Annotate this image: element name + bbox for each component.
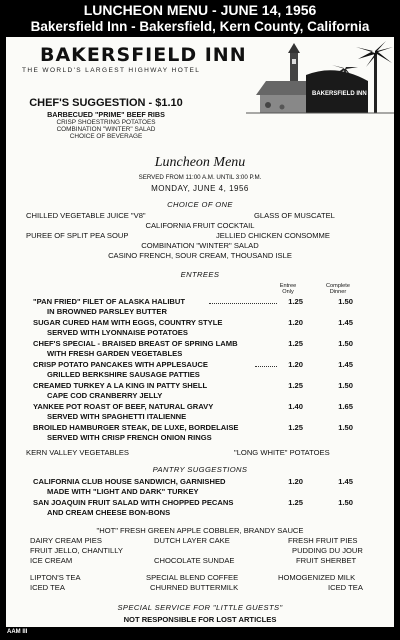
serving-hours: SERVED FROM 11:00 A.M. UNTIL 3:00 P.M. xyxy=(138,174,262,181)
dinner-price: 1.65 xyxy=(338,402,353,411)
beverage-item: ICED TEA xyxy=(328,583,363,592)
hotel-sign-text: BAKERSFIELD INN xyxy=(312,91,367,97)
entree-side: SERVED WITH CRISP FRENCH ONION RINGS xyxy=(47,433,212,442)
banner-title: LUNCHEON MENU - JUNE 14, 1956 xyxy=(83,2,317,18)
entree-name: CREAMED TURKEY A LA KING IN PATTY SHELL xyxy=(33,381,208,390)
little-guests-note: SPECIAL SERVICE FOR "LITTLE GUESTS" xyxy=(117,603,283,612)
entree-name: "PAN FRIED" FILET OF ALASKA HALIBUT xyxy=(33,297,186,306)
dessert-item: CHOCOLATE SUNDAE xyxy=(154,556,235,565)
entree-only-header: Entree Only xyxy=(279,283,297,296)
hotel-illustration xyxy=(246,39,394,115)
entree-side: IN BROWNED PARSLEY BUTTER xyxy=(47,307,167,316)
hotel-logo: BAKERSFIELD INN xyxy=(40,44,247,66)
vegetables-item: KERN VALLEY VEGETABLES xyxy=(26,448,129,457)
entree-price: 1.25 xyxy=(288,381,303,390)
entree-price: 1.25 xyxy=(288,339,303,348)
entrees-heading: ENTREES xyxy=(180,270,220,279)
entree-name: SUGAR CURED HAM WITH EGGS, COUNTRY STYLE xyxy=(33,318,223,327)
starter-item: CALIFORNIA FRUIT COCKTAIL xyxy=(145,221,255,230)
entree-price: 1.25 xyxy=(288,423,303,432)
pantry-name: CALIFORNIA CLUB HOUSE SANDWICH, GARNISHED xyxy=(33,477,226,486)
entree-side: CAPE COD CRANBERRY JELLY xyxy=(47,391,163,400)
starter-item: CHILLED VEGETABLE JUICE "V8" xyxy=(26,211,146,220)
chef-line: COMBINATION "WINTER" SALAD xyxy=(56,125,156,133)
title-banner xyxy=(0,0,400,36)
dessert-item: FRUIT JELLO, CHANTILLY xyxy=(30,546,123,555)
hotel-tagline: THE WORLD'S LARGEST HIGHWAY HOTEL xyxy=(22,67,201,74)
dinner-price: 1.50 xyxy=(338,297,353,306)
menu-date: MONDAY, JUNE 4, 1956 xyxy=(151,184,249,193)
starter-item: COMBINATION "WINTER" SALAD xyxy=(141,241,259,250)
chef-line: CRISP SHOESTRING POTATOES xyxy=(56,118,156,126)
dessert-item: FRUIT SHERBET xyxy=(296,556,357,565)
complete-dinner-header: Complete Dinner xyxy=(326,283,350,296)
menu-page xyxy=(6,37,394,627)
starter-item: CASINO FRENCH, SOUR CREAM, THOUSAND ISLE xyxy=(108,251,292,260)
entree-side: WITH FRESH GARDEN VEGETABLES xyxy=(47,349,183,358)
entree-name: YANKEE POT ROAST OF BEEF, NATURAL GRAVY xyxy=(33,402,214,411)
starter-item: GLASS OF MUSCATEL xyxy=(254,211,335,220)
choice-heading: CHOICE OF ONE xyxy=(167,200,233,209)
chef-line: CHOICE OF BEVERAGE xyxy=(69,132,143,140)
dinner-price: 1.45 xyxy=(338,360,353,369)
entree-price: 1.20 xyxy=(288,318,303,327)
entree-price: 1.25 xyxy=(288,297,303,306)
dessert-special: "HOT" FRESH GREEN APPLE COBBLER, BRANDY SAUCE xyxy=(96,526,304,535)
beverage-item: LIPTON'S TEA xyxy=(30,573,81,582)
chef-heading: CHEF'S SUGGESTION - $1.10 xyxy=(29,97,183,109)
dinner-price: 1.50 xyxy=(338,423,353,432)
dessert-item: ICE CREAM xyxy=(30,556,73,565)
starter-item: JELLIED CHICKEN CONSOMME xyxy=(216,231,330,240)
entree-price: 1.20 xyxy=(288,477,303,486)
entree-side: GRILLED BERKSHIRE SAUSAGE PATTIES xyxy=(47,370,200,379)
pantry-side: AND CREAM CHEESE BON-BONS xyxy=(47,508,171,517)
dinner-price: 1.50 xyxy=(338,381,353,390)
chef-dish: BARBECUED "PRIME" BEEF RIBS xyxy=(47,110,165,119)
dessert-item: DUTCH LAYER CAKE xyxy=(154,536,230,545)
entree-price: 1.40 xyxy=(288,402,303,411)
dessert-item: PUDDING DU JOUR xyxy=(292,546,363,555)
chef-suggestion xyxy=(6,97,206,140)
entree-name: BROILED HAMBURGER STEAK, DE LUXE, BORDELAISE xyxy=(33,423,239,432)
banner-subtitle: Bakersfield Inn - Bakersfield, Kern County, California xyxy=(30,19,370,34)
pantry-side: MADE WITH "LIGHT AND DARK" TURKEY xyxy=(47,487,199,496)
entree-name: CHEF'S SPECIAL - BRAISED BREAST OF SPRING LAMB xyxy=(33,339,238,348)
beverage-item: ICED TEA xyxy=(30,583,65,592)
beverage-item: CHURNED BUTTERMILK xyxy=(150,583,239,592)
potatoes-item: "LONG WHITE" POTATOES xyxy=(234,448,330,457)
dessert-item: DAIRY CREAM PIES xyxy=(30,536,102,545)
entree-name: CRISP POTATO PANCAKES WITH APPLESAUCE xyxy=(33,360,208,369)
pantry-name: SAN JOAQUIN FRUIT SALAD WITH CHOPPED PECANS xyxy=(33,498,234,507)
beverage-item: SPECIAL BLEND COFFEE xyxy=(146,573,239,582)
starter-item: PUREE OF SPLIT PEA SOUP xyxy=(26,231,129,240)
credit-label: AAM III xyxy=(7,629,28,635)
entree-price: 1.25 xyxy=(288,498,303,507)
lost-articles-notice: NOT RESPONSIBLE FOR LOST ARTICLES xyxy=(123,615,277,624)
dinner-price: 1.50 xyxy=(338,498,353,507)
menu-title: Luncheon Menu xyxy=(154,155,246,170)
entree-side: SERVED WITH LYONNAISE POTATOES xyxy=(47,328,188,337)
dinner-price: 1.45 xyxy=(338,477,353,486)
dessert-item: FRESH FRUIT PIES xyxy=(288,536,358,545)
entree-price: 1.20 xyxy=(288,360,303,369)
beverage-item: HOMOGENIZED MILK xyxy=(278,573,356,582)
pantry-heading: PANTRY SUGGESTIONS xyxy=(152,465,248,474)
dinner-price: 1.50 xyxy=(338,339,353,348)
dinner-price: 1.45 xyxy=(338,318,353,327)
entree-side: SERVED WITH SPAGHETTI ITALIENNE xyxy=(47,412,187,421)
